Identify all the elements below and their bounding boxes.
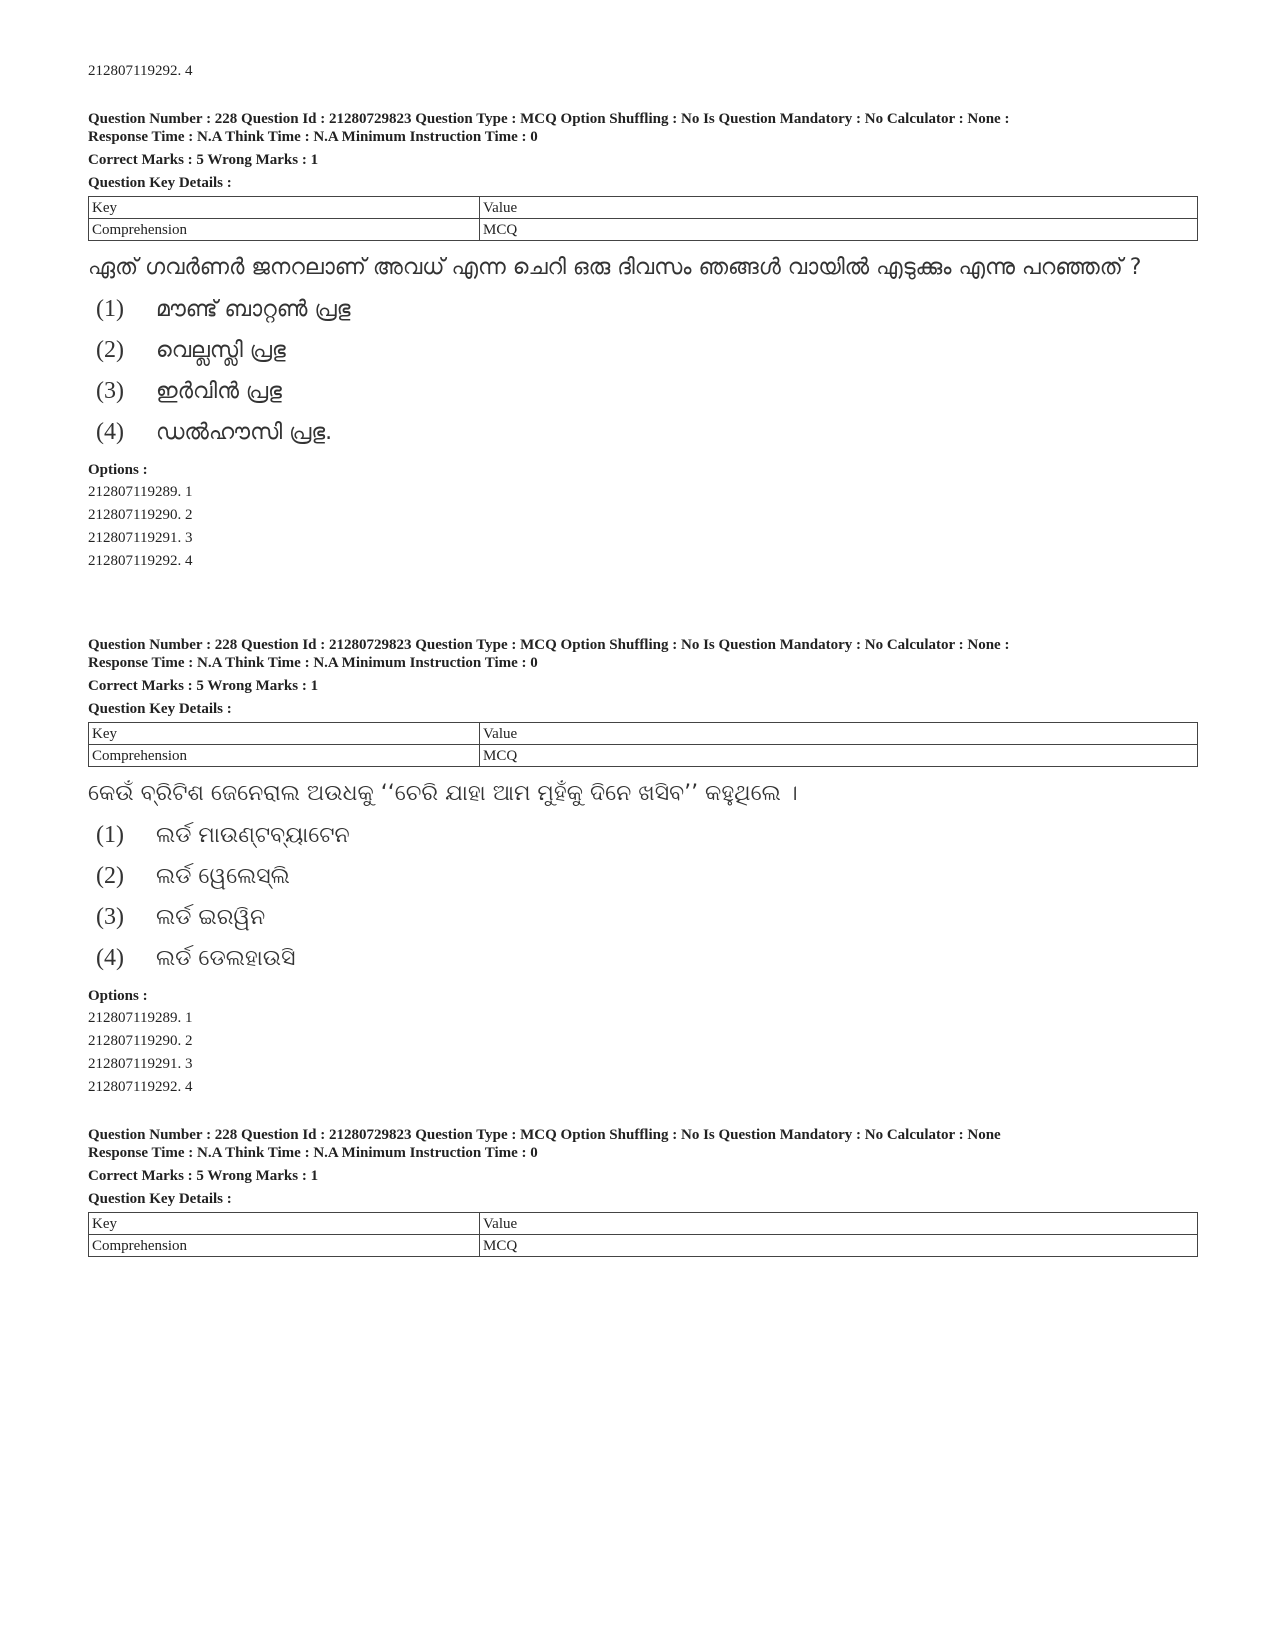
question-text: ഏത് ഗവർണർ ജനറലാണ് അവധ് എന്ന ചെറി ഒരു ദിവസം ഞങ്ങൾ വായിൽ എടുക്കും എന്നു പറഞ്ഞത് ? <box>88 255 1142 280</box>
table-header-key: Key <box>89 723 480 745</box>
option-text: വെല്ലസ്ലി പ്രഭു <box>156 338 286 363</box>
key-details-label: Question Key Details : <box>88 701 232 717</box>
table-cell-value: MCQ <box>480 745 1198 767</box>
option-id: 212807119290. 2 <box>88 507 193 523</box>
question-section-1 <box>88 110 1198 573</box>
option-number: (3) <box>96 378 124 404</box>
meta-line-1: Question Number : 228 Question Id : 21280729823 Question Type : MCQ Option Shuffling : No Is Question Mandatory : No Calculator : None : <box>88 111 1010 127</box>
question-section-2 <box>88 636 1198 1099</box>
table-row <box>89 219 1198 241</box>
table-cell-value: MCQ <box>480 1235 1198 1257</box>
option-id: 212807119291. 3 <box>88 530 193 546</box>
previous-option-id: 212807119292. 4 <box>88 63 193 79</box>
key-details-table <box>88 722 1198 767</box>
option-text: ଲର୍ଡ ୱେଲେସ୍‌ଲି <box>156 864 290 889</box>
meta-line-1: Question Number : 228 Question Id : 21280729823 Question Type : MCQ Option Shuffling : No Is Question Mandatory : No Calculator : None : <box>88 637 1010 653</box>
option-item <box>88 330 1198 371</box>
option-number: (4) <box>96 419 124 445</box>
option-id-list <box>88 1007 1198 1099</box>
table-header-row <box>89 197 1198 219</box>
question-text: କେଉଁ ବ୍ରିଟିଶ ଜେନେରାଲ ଅଉଧକୁ ‘‘ଚେରି ଯାହା ଆମ ମୁହଁକୁ ଦିନେ ଖସିବ’’ କହୁଥିଲେ । <box>88 781 798 806</box>
table-header-key: Key <box>89 1213 480 1235</box>
option-item <box>88 412 1198 453</box>
table-cell-key: Comprehension <box>89 219 480 241</box>
option-item <box>88 815 1198 856</box>
option-item <box>88 897 1198 938</box>
question-section-3 <box>88 1126 1198 1257</box>
key-details-table <box>88 1212 1198 1257</box>
options-label: Options : <box>88 462 148 478</box>
option-id: 212807119292. 4 <box>88 1079 193 1095</box>
key-details-label: Question Key Details : <box>88 175 232 191</box>
option-id: 212807119291. 3 <box>88 1056 193 1072</box>
table-header-value: Value <box>480 197 1198 219</box>
option-number: (4) <box>96 945 124 971</box>
key-details-label: Question Key Details : <box>88 1191 232 1207</box>
option-id-list <box>88 481 1198 573</box>
option-item <box>88 289 1198 330</box>
marks-line: Correct Marks : 5 Wrong Marks : 1 <box>88 152 319 168</box>
option-id: 212807119292. 4 <box>88 553 193 569</box>
table-row <box>89 745 1198 767</box>
marks-line: Correct Marks : 5 Wrong Marks : 1 <box>88 678 319 694</box>
option-text: ଲର୍ଡ ଡେଲହାଉସି <box>156 946 296 971</box>
option-number: (2) <box>96 337 124 363</box>
option-number: (1) <box>96 296 124 322</box>
table-header-key: Key <box>89 197 480 219</box>
table-header-row <box>89 1213 1198 1235</box>
table-header-value: Value <box>480 1213 1198 1235</box>
table-cell-value: MCQ <box>480 219 1198 241</box>
meta-line-2: Response Time : N.A Think Time : N.A Minimum Instruction Time : 0 <box>88 1145 538 1161</box>
option-id: 212807119289. 1 <box>88 1010 193 1026</box>
option-number: (1) <box>96 822 124 848</box>
table-header-row <box>89 723 1198 745</box>
question-meta <box>88 636 1198 718</box>
option-text: ଲର୍ଡ ମାଉଣ୍ଟବ୍ୟାଟେନ <box>156 823 350 848</box>
question-meta <box>88 1126 1198 1208</box>
option-id: 212807119290. 2 <box>88 1033 193 1049</box>
option-id: 212807119289. 1 <box>88 484 193 500</box>
marks-line: Correct Marks : 5 Wrong Marks : 1 <box>88 1168 319 1184</box>
table-header-value: Value <box>480 723 1198 745</box>
options-label: Options : <box>88 988 148 1004</box>
option-text: ഡൽഹൗസി പ്രഭു. <box>156 420 333 445</box>
meta-line-2: Response Time : N.A Think Time : N.A Minimum Instruction Time : 0 <box>88 655 538 671</box>
meta-line-2: Response Time : N.A Think Time : N.A Minimum Instruction Time : 0 <box>88 129 538 145</box>
option-text: ഇർവിൻ പ്രഭു <box>156 379 282 404</box>
option-number: (2) <box>96 863 124 889</box>
meta-line-1: Question Number : 228 Question Id : 21280729823 Question Type : MCQ Option Shuffling : No Is Question Mandatory : No Calculator : None <box>88 1127 1001 1143</box>
option-item <box>88 938 1198 979</box>
option-text: മൗണ്ട് ബാറ്റൺ പ്രഭു <box>156 297 351 322</box>
option-item <box>88 371 1198 412</box>
option-number: (3) <box>96 904 124 930</box>
table-row <box>89 1235 1198 1257</box>
option-text: ଲର୍ଡ ଇରୱିନ <box>156 905 266 930</box>
question-meta <box>88 110 1198 192</box>
option-list <box>88 815 1198 979</box>
option-list <box>88 289 1198 453</box>
option-item <box>88 856 1198 897</box>
table-cell-key: Comprehension <box>89 1235 480 1257</box>
table-cell-key: Comprehension <box>89 745 480 767</box>
key-details-table <box>88 196 1198 241</box>
